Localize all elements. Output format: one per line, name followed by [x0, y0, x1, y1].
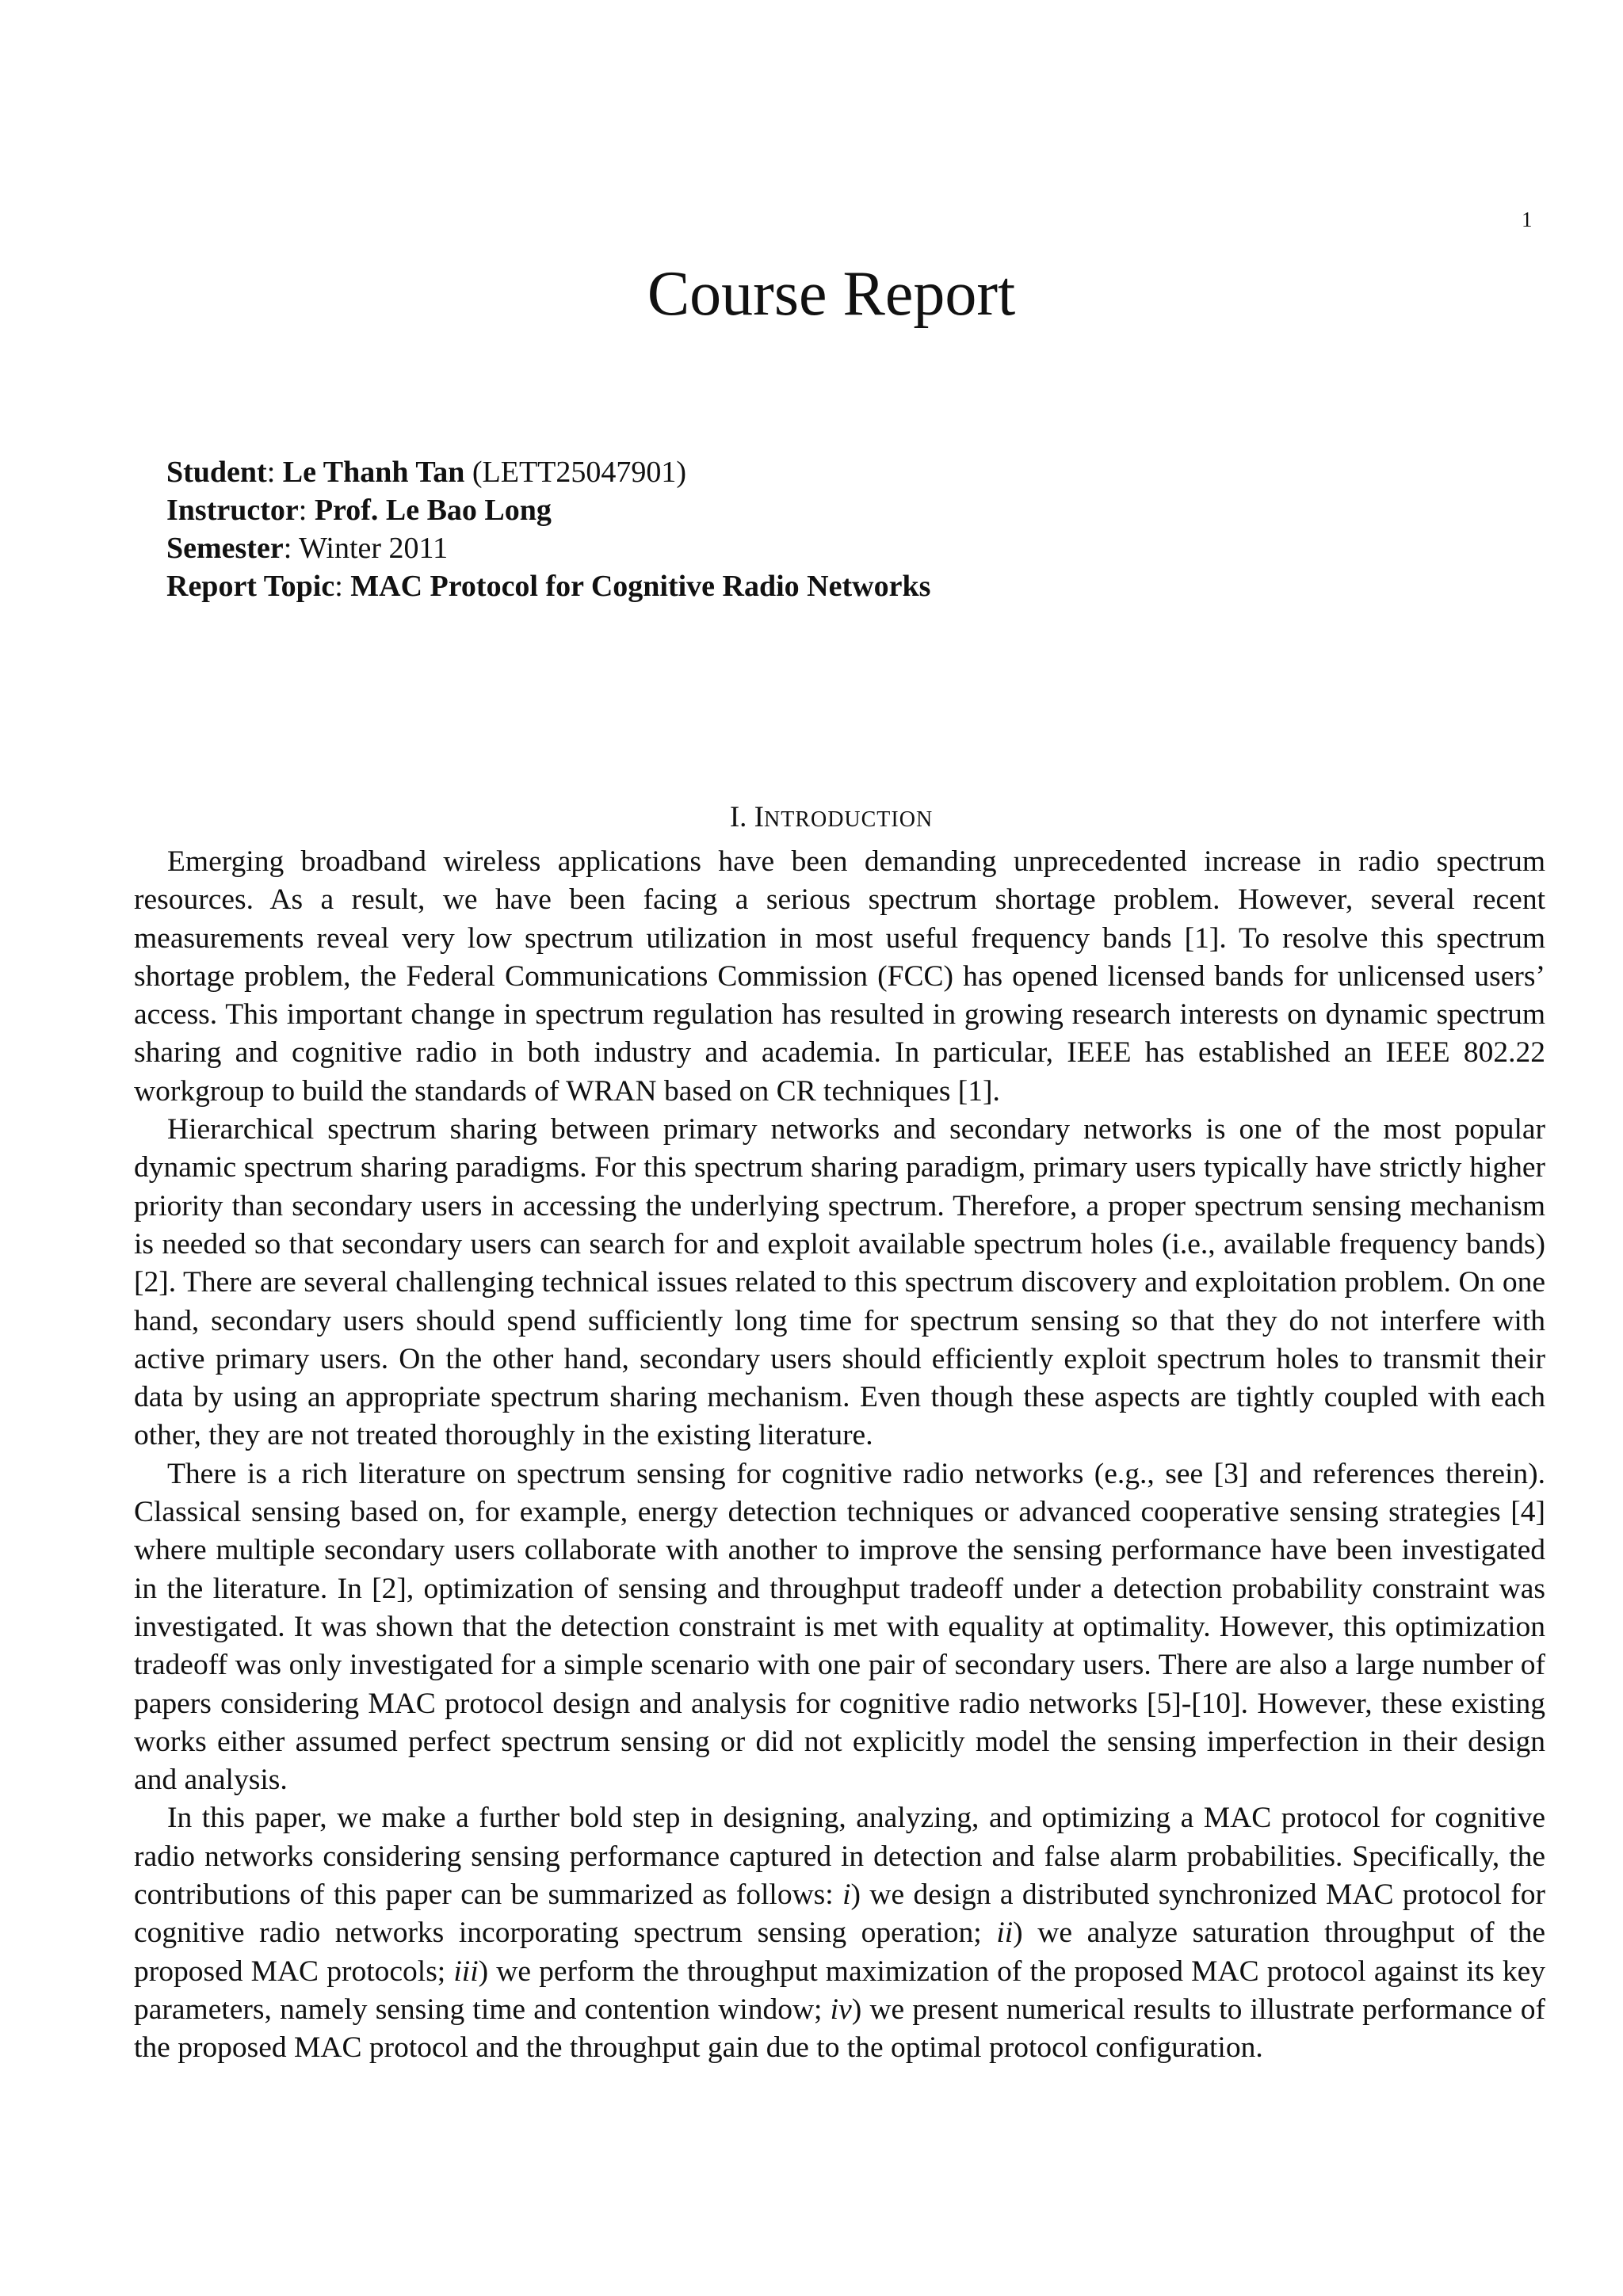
p4-text-1: In this paper, we make a further bold step in designing, analyzing, and optimizing a MAC protocol for cognitive radio networks considering sensing performance captured in detection and false alarm probabilities. Specifically, the contributions of this paper can be summarized as follows:	[134, 1802, 1545, 1912]
page-number: 1	[1522, 208, 1533, 231]
p4-text-3: ) we analyze saturation throughput of the proposed MAC protocols;	[134, 1917, 1545, 1988]
student-line: Student: Le Thanh Tan (LETT25047901)	[166, 456, 687, 489]
introduction-body	[134, 843, 1545, 2068]
section-title-initial: I	[754, 801, 764, 833]
p4-item-iv: iv	[830, 1993, 852, 2026]
instructor-line: Instructor: Prof. Le Bao Long	[166, 494, 552, 527]
paragraph-2: Hierarchical spectrum sharing between primary networks and secondary networks is one of the most popular dynamic spectrum sharing paradigms. For this spectrum sharing paradigm, primary users typically have strictly higher priority than secondary users in accessing the underlying spectrum. Therefore, a proper spectrum sensing mechanism is needed so that secondary users can search for and exploit available spectrum holes (i.e., available frequency bands) [2]. There are several challenging technical issues related to this spectrum discovery and exploitation problem. On one hand, secondary users should spend sufficiently long time for spectrum sensing so that they do not interfere with active primary users. On the other hand, secondary users should efficiently exploit spectrum holes to transmit their data by using an appropriate spectrum sharing mechanism. Even though these aspects are tightly coupled with each other, they are not treated thoroughly in the existing literature.	[134, 1113, 1545, 1452]
p4-item-ii: ii	[996, 1917, 1014, 1950]
p4-text-4: ) we perform the throughput maximization of the proposed MAC protocol against its key parameters, namely sensing time and contention window;	[134, 1955, 1545, 2026]
paragraph-3: There is a rich literature on spectrum sensing for cognitive radio networks (e.g., see [3] and references therein). Classical sensing based on, for example, energy detection techniques or advanced cooperative sensing strategies [4] where multiple secondary users collaborate with another to improve the sensing performance have been investigated in the literature. In [2], optimization of sensing and throughput tradeoff under a detection probability constraint was investigated. It was shown that the detection constraint is met with equality at optimality. However, this optimization tradeoff was only investigated for a simple scenario with one pair of secondary users. There are also a large number of papers considering MAC protocol design and analysis for cognitive radio networks [5]-[10]. However, these existing works either assumed perfect spectrum sensing or did not explicitly model the sensing imperfection in their design and analysis.	[134, 1457, 1545, 1797]
report-metadata	[166, 453, 930, 605]
section-numeral: I.	[729, 801, 754, 833]
semester-value: Winter 2011	[299, 532, 449, 565]
p4-text-2: ) we design a distributed synchronized MAC protocol for cognitive radio networks incorporating spectrum sensing operation;	[134, 1878, 1545, 1950]
semester-label: Semester	[166, 532, 284, 565]
section-heading	[0, 800, 1623, 834]
student-label: Student	[166, 456, 267, 489]
paragraph-1: Emerging broadband wireless applications have been demanding unprecedented increase in radio spectrum resources. As a result, we have been facing a serious spectrum shortage problem. However, several recent measurements reveal very low spectrum utilization in most useful frequency bands [1]. To resolve this spectrum shortage problem, the Federal Communications Commission (FCC) has opened licensed bands for unlicensed users’ access. This important change in spectrum regulation has resulted in growing research interests on dynamic spectrum sharing and cognitive radio in both industry and academia. In particular, IEEE has established an IEEE 802.22 workgroup to build the standards of WRAN based on CR techniques [1].	[134, 845, 1545, 1108]
instructor-label: Instructor	[166, 494, 299, 527]
paragraph-4	[134, 1799, 1545, 2067]
topic-value: MAC Protocol for Cognitive Radio Networks	[350, 570, 931, 603]
document-title: Course Report	[647, 259, 1016, 329]
topic-line: Report Topic: MAC Protocol for Cognitive Radio Networks	[166, 570, 931, 603]
p4-item-iii: iii	[453, 1955, 479, 1988]
student-id: (LETT25047901)	[472, 456, 687, 489]
instructor-name: Prof. Le Bao Long	[314, 494, 552, 527]
section-title-rest: NTRODUCTION	[763, 807, 934, 832]
semester-line: Semester: Winter 2011	[166, 532, 449, 565]
p4-text-5: ) we present numerical results to illustrate performance of the proposed MAC protocol and the throughput gain due to the optimal protocol configuration.	[134, 1993, 1545, 2065]
p4-item-i: i	[842, 1878, 851, 1912]
topic-label: Report Topic	[166, 570, 335, 603]
student-name: Le Thanh Tan	[282, 456, 465, 489]
